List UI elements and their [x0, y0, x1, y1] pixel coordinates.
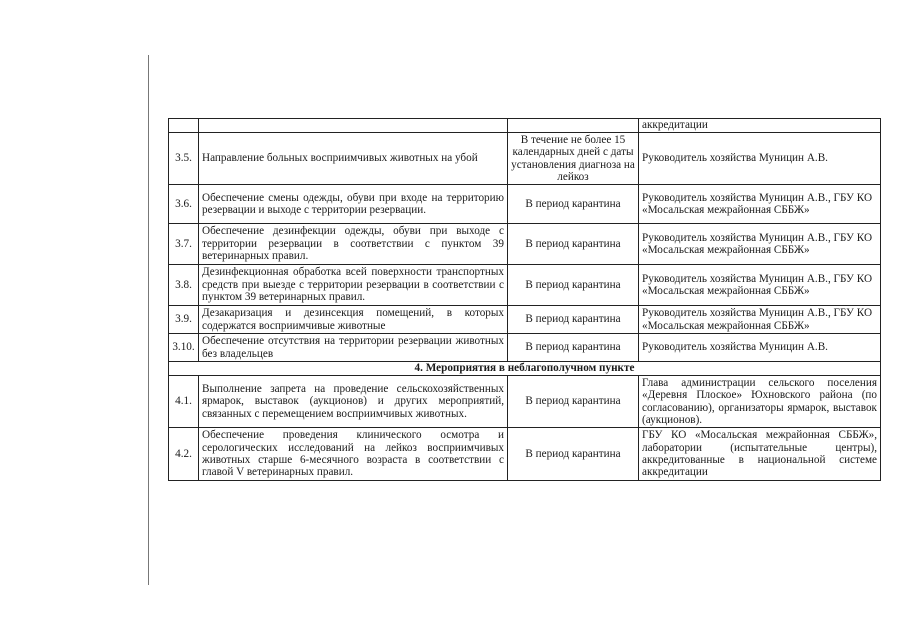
row-term: В период карантина	[508, 306, 639, 334]
section-title: 4. Мероприятия в неблагополучном пункте	[169, 362, 881, 376]
row-term: В период карантина	[508, 224, 639, 265]
row-responsible: Руководитель хозяйства Муницин А.В., ГБУ КО «Мосальская межрайонная СББЖ»	[639, 265, 881, 306]
row-number: 4.1.	[169, 376, 199, 428]
row-responsible: Руководитель хозяйства Муницин А.В.	[639, 334, 881, 362]
section-header-row	[169, 362, 881, 376]
row-action: Направление больных восприимчивых животных на убой	[199, 133, 508, 185]
row-term: В период карантина	[508, 265, 639, 306]
row-action: Обеспечение дезинфекции одежды, обуви при выходе с территории резервации в соответствии с пунктом 39 ветеринарных правил.	[199, 224, 508, 265]
row-action: Обеспечение смены одежды, обуви при входе на территорию резервации и выходе с территории резервации.	[199, 185, 508, 224]
row-number: 3.5.	[169, 133, 199, 185]
table-row	[169, 428, 881, 481]
table-row	[169, 265, 881, 306]
row-action	[199, 119, 508, 133]
table-row	[169, 224, 881, 265]
row-action: Дезакаризация и дезинсекция помещений, в которых содержатся восприимчивые животные	[199, 306, 508, 334]
row-action: Выполнение запрета на проведение сельскохозяйственных ярмарок, выставок (аукционов) и других мероприятий, связанных с перемещением восприимчивых животных.	[199, 376, 508, 428]
table-row	[169, 133, 881, 185]
row-number: 3.10.	[169, 334, 199, 362]
row-term: В период карантина	[508, 334, 639, 362]
row-term	[508, 119, 639, 133]
row-term: В период карантина	[508, 376, 639, 428]
row-responsible: Руководитель хозяйства Муницин А.В., ГБУ КО «Мосальская межрайонная СББЖ»	[639, 306, 881, 334]
row-action: Обеспечение проведения клинического осмотра и серологических исследований на лейкоз восприимчивых животных старше 6-месячного возраста в соответствии с главой V ветеринарных правил.	[199, 428, 508, 481]
table-row	[169, 185, 881, 224]
row-responsible: аккредитации	[639, 119, 881, 133]
binding-margin-line	[148, 55, 149, 585]
row-term: В период карантина	[508, 428, 639, 481]
table-row	[169, 334, 881, 362]
table-row	[169, 119, 881, 133]
row-number: 3.9.	[169, 306, 199, 334]
row-action: Обеспечение отсутствия на территории резервации животных без владельцев	[199, 334, 508, 362]
row-number: 3.8.	[169, 265, 199, 306]
measures-table	[168, 118, 881, 481]
row-number: 4.2.	[169, 428, 199, 481]
row-number	[169, 119, 199, 133]
row-responsible: ГБУ КО «Мосальская межрайонная СББЖ», лаборатории (испытательные центры), аккредитованные в национальной системе аккредитации	[639, 428, 881, 481]
row-term: В течение не более 15 календарных дней с даты установления диагноза на лейкоз	[508, 133, 639, 185]
row-responsible: Руководитель хозяйства Муницин А.В.	[639, 133, 881, 185]
row-action: Дезинфекционная обработка всей поверхности транспортных средств при выезде с территории резервации в соответствии с пунктом 39 ветеринарных правил.	[199, 265, 508, 306]
table-row	[169, 306, 881, 334]
row-term: В период карантина	[508, 185, 639, 224]
row-number: 3.7.	[169, 224, 199, 265]
row-responsible: Руководитель хозяйства Муницин А.В., ГБУ КО «Мосальская межрайонная СББЖ»	[639, 224, 881, 265]
row-responsible: Глава администрации сельского поселения «Деревня Плоское» Юхновского района (по согласованию), организаторы ярмарок, выставок (аукционов).	[639, 376, 881, 428]
row-number: 3.6.	[169, 185, 199, 224]
table-row	[169, 376, 881, 428]
row-responsible: Руководитель хозяйства Муницин А.В., ГБУ КО «Мосальская межрайонная СББЖ»	[639, 185, 881, 224]
